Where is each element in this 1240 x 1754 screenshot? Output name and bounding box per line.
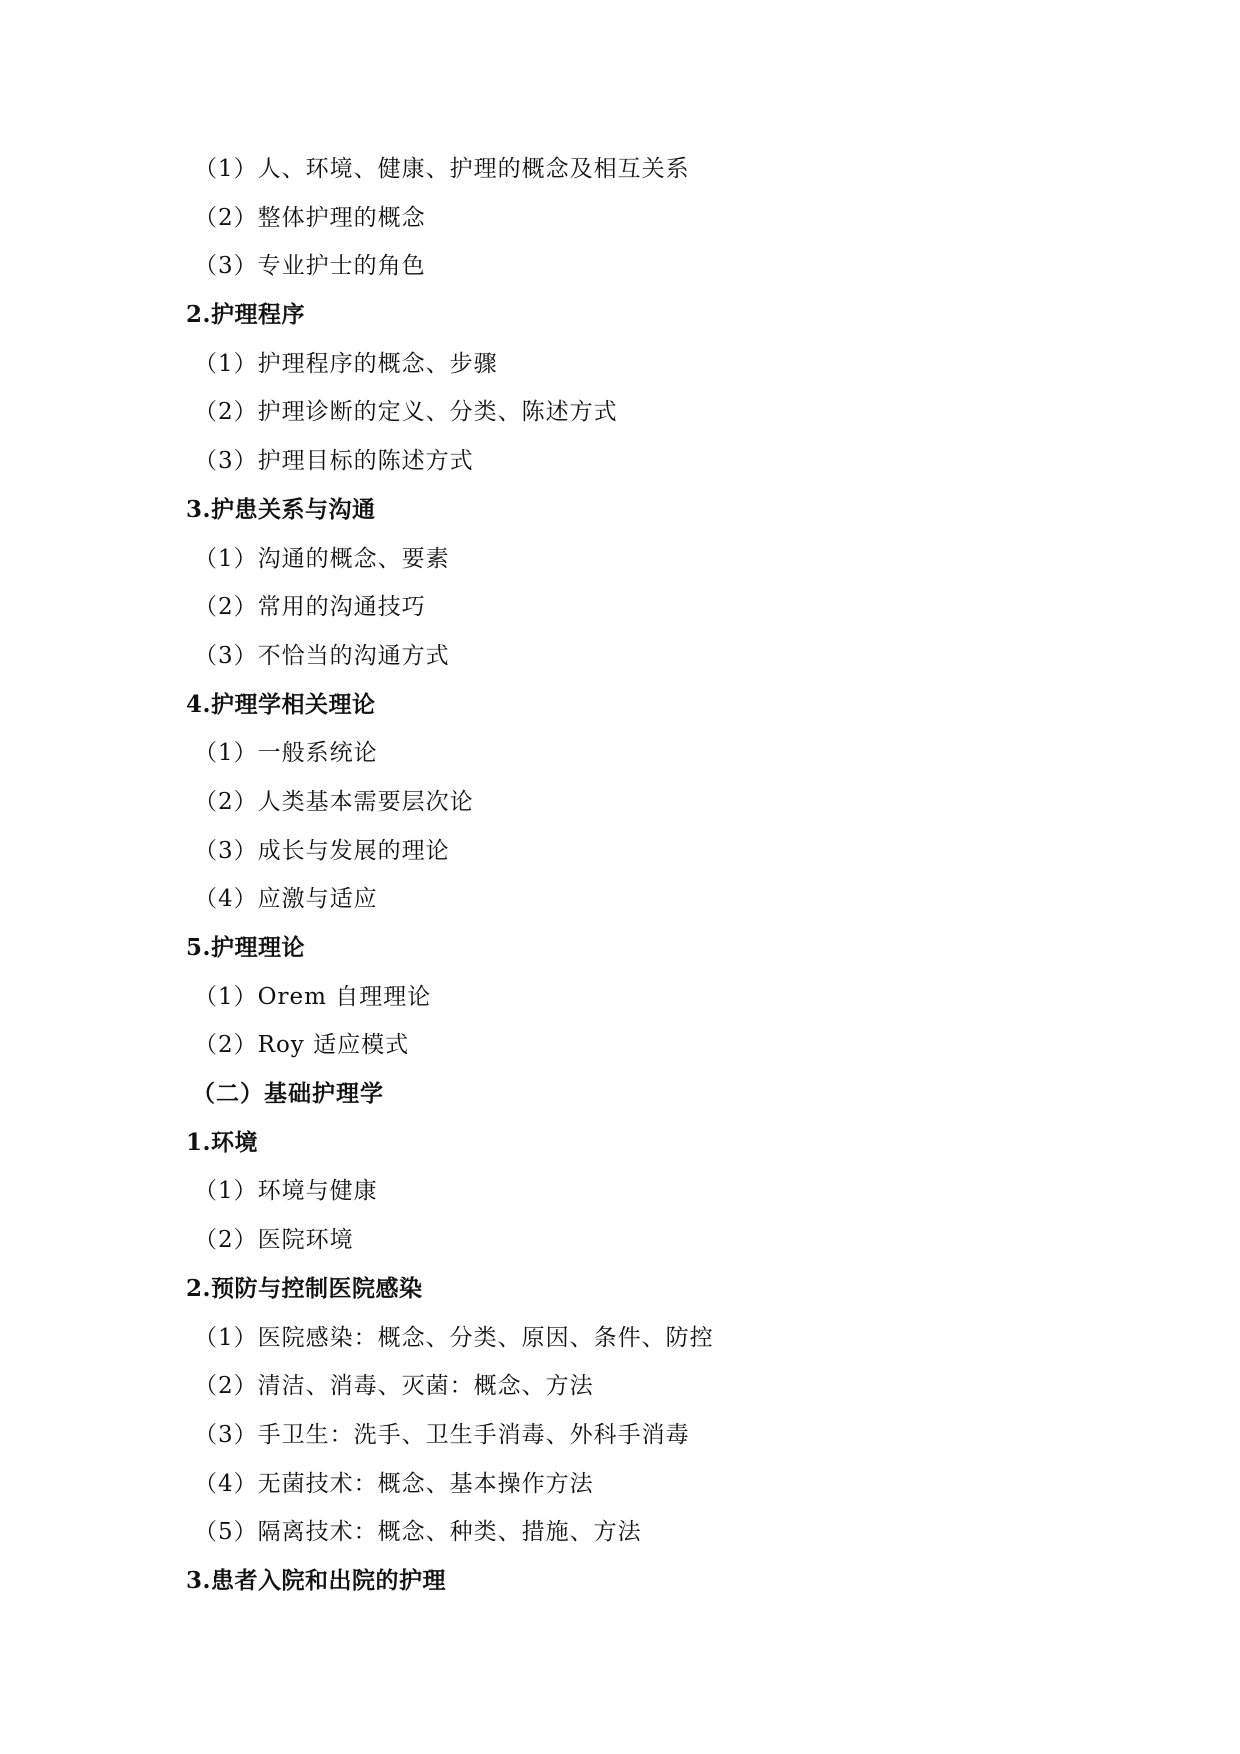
outline-item: （2）医院环境 <box>194 1227 354 1254</box>
outline-item: （2）整体护理的概念 <box>194 204 426 231</box>
outline-item: （1）一般系统论 <box>194 740 378 767</box>
section-heading: 2.护理程序 <box>186 301 306 329</box>
outline-item: （1）人、环境、健康、护理的概念及相互关系 <box>194 156 690 182</box>
outline-item: （2）人类基本需要层次论 <box>194 788 474 815</box>
outline-item: （1）医院感染：概念、分类、原因、条件、防控 <box>194 1324 714 1351</box>
outline-item: （2）护理诊断的定义、分类、陈述方式 <box>194 399 618 426</box>
outline-item: （2）常用的沟通技巧 <box>194 594 426 621</box>
outline-item: （1）护理程序的概念、步骤 <box>194 350 498 377</box>
outline-item: （3）专业护士的角色 <box>194 253 426 280</box>
outline-item: （5）隔离技术：概念、种类、措施、方法 <box>194 1519 642 1546</box>
outline-item: （2）清洁、消毒、灭菌：概念、方法 <box>194 1373 594 1400</box>
section-heading: 4.护理学相关理论 <box>186 690 376 718</box>
outline-item: （4）应激与适应 <box>194 886 378 913</box>
outline-item: （3）成长与发展的理论 <box>194 837 450 864</box>
outline-item: （1）环境与健康 <box>194 1178 378 1205</box>
outline-item: （4）无菌技术：概念、基本操作方法 <box>194 1470 594 1497</box>
section-heading: 3.护患关系与沟通 <box>186 495 376 523</box>
section-heading: 5.护理理论 <box>186 934 306 961</box>
outline-item: （3）不恰当的沟通方式 <box>194 642 450 669</box>
outline-item: （1）Orem 自理理论 <box>194 983 432 1010</box>
section-heading: 1.环境 <box>186 1128 259 1156</box>
section-heading: 3.患者入院和出院的护理 <box>186 1566 447 1594</box>
outline-content <box>186 145 1086 1606</box>
section-heading: 2.预防与控制医院感染 <box>186 1274 423 1302</box>
outline-item: （2）Roy 适应模式 <box>194 1032 410 1059</box>
outline-item: （3）护理目标的陈述方式 <box>194 448 474 475</box>
chapter-subheading: （二）基础护理学 <box>192 1080 384 1108</box>
outline-item: （3）手卫生：洗手、卫生手消毒、外科手消毒 <box>194 1421 690 1448</box>
outline-item: （1）沟通的概念、要素 <box>194 545 450 572</box>
